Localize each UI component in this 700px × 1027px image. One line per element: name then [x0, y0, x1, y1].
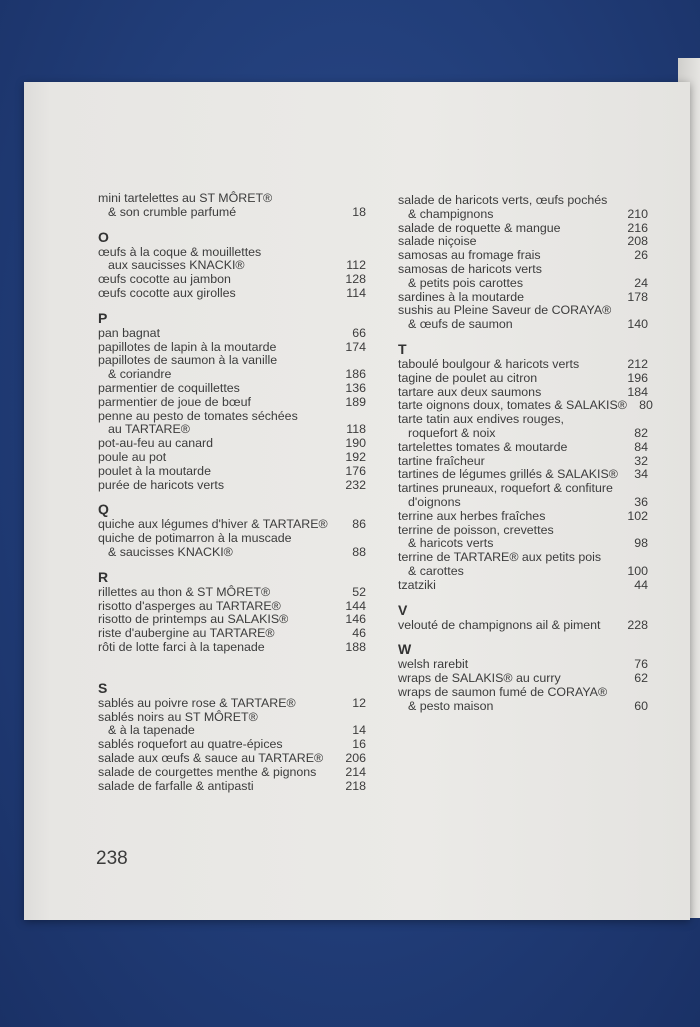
index-entry-page: 214 [345, 764, 366, 779]
index-entry-page: 112 [346, 258, 366, 273]
index-entry-page: 189 [345, 394, 366, 409]
index-entry-page: 98 [634, 536, 648, 551]
index-entry-page: 84 [634, 439, 648, 454]
index-column-right [398, 193, 653, 714]
index-entry [98, 532, 366, 560]
index-entry [98, 287, 366, 301]
index-entry-text: terrine aux herbes fraîches [398, 508, 546, 523]
index-entry-text: samosas de haricots verts [398, 261, 542, 276]
index-entry-page: 178 [627, 289, 648, 304]
index-entry-page: 16 [352, 737, 366, 752]
index-entry [398, 413, 648, 441]
index-entry [398, 372, 648, 386]
index-entry-text: salade de roquette & mangue [398, 220, 561, 235]
index-entry-text: salade niçoise [398, 234, 477, 249]
index-entry-text: poulet à la moutarde [98, 463, 211, 478]
index-entry-page: 216 [627, 220, 648, 235]
index-entry-page: 14 [352, 723, 366, 738]
index-entry-text: velouté de champignons ail & piment [398, 617, 601, 632]
index-entry [98, 437, 366, 451]
index-entry-text: purée de haricots verts [98, 477, 225, 492]
index-entry-text: & saucisses KNACKI® [108, 544, 233, 559]
index-entry-text: penne au pesto de tomates séchées [98, 408, 298, 423]
index-entry [398, 194, 648, 222]
index-entry-page: 86 [352, 517, 366, 532]
index-entry [398, 510, 648, 524]
index-entry-text: rôti de lotte farci à la tapenade [98, 639, 265, 654]
index-entry [98, 382, 366, 396]
index-entry-text: tzatziki [398, 577, 436, 592]
index-entry-page: 18 [352, 204, 366, 219]
index-entry [98, 465, 366, 479]
index-entry-text: d'oignons [408, 494, 461, 509]
index-entry-text: mini tartelettes au ST MÔRET® [98, 191, 273, 205]
index-entry-page: 82 [634, 425, 648, 440]
index-entry [98, 451, 366, 465]
index-entry-text: terrine de TARTARE® aux petits pois [398, 550, 602, 565]
index-entry [398, 455, 648, 469]
index-entry-text: & à la tapenade [108, 723, 195, 738]
index-entry-text: tartines de légumes grillés & SALAKIS® [398, 467, 618, 482]
index-entry [98, 738, 366, 752]
index-entry-text: & champignons [408, 206, 494, 221]
index-entry-text: & haricots verts [408, 536, 494, 551]
index-letter-heading: Q [98, 501, 109, 518]
index-entry-text: parmentier de coquillettes [98, 380, 240, 395]
index-entry-text: œufs à la coque & mouillettes [98, 244, 262, 259]
index-entry [398, 441, 648, 455]
index-entry [98, 613, 366, 627]
index-entry [398, 658, 648, 672]
index-entry-text: tartines pruneaux, roquefort & confiture [398, 481, 613, 496]
index-entry-text: pot-au-feu au canard [98, 436, 214, 451]
index-entry-text: papillotes de lapin à la moutarde [98, 339, 277, 354]
index-entry [98, 273, 366, 287]
index-entry [98, 479, 366, 493]
index-entry [398, 672, 648, 686]
index-entry-text: taboulé boulgour & haricots verts [398, 356, 580, 371]
index-entry-page: 52 [352, 584, 366, 599]
index-entry-page: 12 [352, 695, 366, 710]
index-entry [398, 686, 648, 714]
index-letter-heading: R [98, 568, 109, 585]
index-entry-text: wraps de saumon fumé de CORAYA® [398, 684, 608, 699]
index-entry-text: au TARTARE® [108, 422, 190, 437]
index-entry-text: sablés au poivre rose & TARTARE® [98, 695, 296, 710]
index-entry-text: quiche de potimarron à la muscade [98, 531, 292, 546]
index-entry-text: rillettes au thon & ST MÔRET® [98, 584, 271, 599]
index-entry [398, 358, 648, 372]
index-entry-text: roquefort & noix [408, 425, 496, 440]
index-entry-page: 192 [345, 449, 366, 464]
index-entry-text: quiche aux légumes d'hiver & TARTARE® [98, 517, 328, 532]
index-letter-heading: P [98, 309, 108, 326]
index-entry-text: papillotes de saumon à la vanille [98, 353, 278, 368]
index-entry-page: 88 [352, 544, 366, 559]
index-entry-text: tartelettes tomates & moutarde [398, 439, 568, 454]
index-entry-page: 34 [634, 467, 648, 482]
index-entry [98, 766, 366, 780]
index-entry [398, 249, 648, 263]
index-entry-text: & pesto maison [408, 698, 494, 713]
index-entry-text: sablés noirs au ST MÔRET® [98, 709, 258, 724]
index-entry-text: œufs cocotte au jambon [98, 272, 231, 287]
index-entry [398, 398, 653, 413]
index-entry-text: & coriandre [108, 367, 172, 382]
index-entry [398, 235, 648, 249]
index-entry [98, 697, 366, 711]
index-entry-page: 188 [345, 639, 366, 654]
index-entry-text: œufs cocotte aux girolles [98, 285, 236, 300]
index-entry-page: 176 [345, 463, 366, 478]
index-entry-page: 36 [634, 494, 648, 509]
index-entry [98, 396, 366, 410]
index-entry-page: 184 [627, 384, 648, 399]
index-entry-text: tartare aux deux saumons [398, 384, 542, 399]
index-entry [398, 468, 648, 482]
index-entry-page: 144 [345, 598, 366, 613]
index-entry-page: 186 [345, 367, 366, 382]
index-entry [98, 341, 366, 355]
index-entry-page: 206 [345, 750, 366, 765]
index-entry [398, 291, 648, 305]
index-entry [98, 641, 366, 655]
index-entry-text: & petits pois carottes [408, 275, 524, 290]
index-entry-text: wraps de SALAKIS® au curry [398, 671, 561, 686]
index-entry-text: sardines à la moutarde [398, 289, 525, 304]
index-entry [98, 600, 366, 614]
index-entry-page: 212 [627, 356, 648, 371]
index-entry [398, 524, 648, 552]
index-entry-page: 136 [345, 380, 366, 395]
index-entry-text: risotto d'asperges au TARTARE® [98, 598, 281, 613]
index-entry-text: poule au pot [98, 449, 167, 464]
index-entry [398, 263, 648, 291]
index-entry-page: 228 [627, 617, 648, 632]
index-entry [398, 386, 648, 400]
index-entry-text: samosas au fromage frais [398, 248, 541, 263]
index-entry-page: 232 [345, 477, 366, 492]
index-entry-text: pan bagnat [98, 325, 161, 340]
index-letter-heading: S [98, 679, 108, 696]
page-number: 238 [96, 848, 128, 869]
index-entry [98, 518, 366, 532]
index-letter-heading: W [398, 641, 412, 658]
index-entry-text: & œufs de saumon [408, 317, 513, 332]
index-entry [398, 619, 648, 633]
index-entry-page: 76 [634, 657, 648, 672]
index-entry-page: 128 [345, 272, 366, 287]
index-entry-text: sushis au Pleine Saveur de CORAYA® [398, 303, 612, 318]
index-entry-text: sablés roquefort au quatre-épices [98, 737, 283, 752]
index-entry [398, 551, 648, 579]
index-entry-text: & son crumble parfumé [108, 204, 237, 219]
index-entry [98, 711, 366, 739]
index-letter-heading: O [98, 228, 109, 245]
index-entry-page: 100 [627, 563, 648, 578]
index-entry-text: tarte oignons doux, tomates & SALAKIS® [398, 398, 627, 413]
index-entry [98, 246, 366, 274]
index-entry-text: tagine de poulet au citron [398, 370, 538, 385]
index-entry [398, 304, 648, 332]
index-entry [98, 627, 366, 641]
index-entry-text: risotto de printemps au SALAKIS® [98, 612, 289, 627]
index-entry [398, 482, 648, 510]
index-entry-page: 190 [345, 436, 366, 451]
index-entry-page: 208 [627, 234, 648, 249]
index-entry-page: 114 [346, 285, 366, 300]
index-entry-text: tarte tatin aux endives rouges, [398, 412, 564, 427]
index-entry-text: riste d'aubergine au TARTARE® [98, 626, 275, 641]
index-entry-text: parmentier de joue de bœuf [98, 394, 251, 409]
index-entry-page: 26 [634, 248, 648, 263]
index-entry [98, 586, 366, 600]
index-entry-page: 210 [627, 206, 648, 221]
index-entry-page: 118 [346, 422, 366, 437]
index-entry-page: 80 [639, 398, 653, 413]
index-entry-page: 60 [634, 698, 648, 713]
index-entry-text: salade de courgettes menthe & pignons [98, 764, 317, 779]
index-entry-page: 218 [345, 778, 366, 793]
index-entry-text: salade de haricots verts, œufs pochés [398, 193, 608, 207]
index-entry-page: 66 [352, 325, 366, 340]
index-entry-text: salade aux œufs & sauce au TARTARE® [98, 750, 324, 765]
index-entry-page: 196 [627, 370, 648, 385]
index-entry-page: 32 [634, 453, 648, 468]
index-entry-page: 44 [634, 577, 648, 592]
index-entry-text: & carottes [408, 563, 464, 578]
index-letter-heading: T [398, 340, 407, 357]
index-entry [98, 192, 366, 220]
index-entry-text: terrine de poisson, crevettes [398, 522, 554, 537]
index-entry-text: salade de farfalle & antipasti [98, 778, 254, 793]
index-entry [98, 354, 366, 382]
index-entry-page: 140 [627, 317, 648, 332]
index-entry [98, 410, 366, 438]
index-entry [98, 752, 366, 766]
index-entry-text: aux saucisses KNACKI® [108, 258, 245, 273]
index-entry-page: 174 [345, 339, 366, 354]
index-entry [98, 780, 366, 794]
index-entry-page: 102 [627, 508, 648, 523]
index-letter-heading: V [398, 601, 408, 618]
index-entry [398, 222, 648, 236]
index-column-left [98, 192, 366, 793]
index-entry-text: welsh rarebit [398, 657, 469, 672]
index-entry-page: 146 [345, 612, 366, 627]
index-entry-text: tartine fraîcheur [398, 453, 485, 468]
index-entry-page: 46 [352, 626, 366, 641]
index-entry-page: 62 [634, 671, 648, 686]
index-entry [98, 327, 366, 341]
index-entry [398, 579, 648, 593]
index-entry-page: 24 [634, 275, 648, 290]
